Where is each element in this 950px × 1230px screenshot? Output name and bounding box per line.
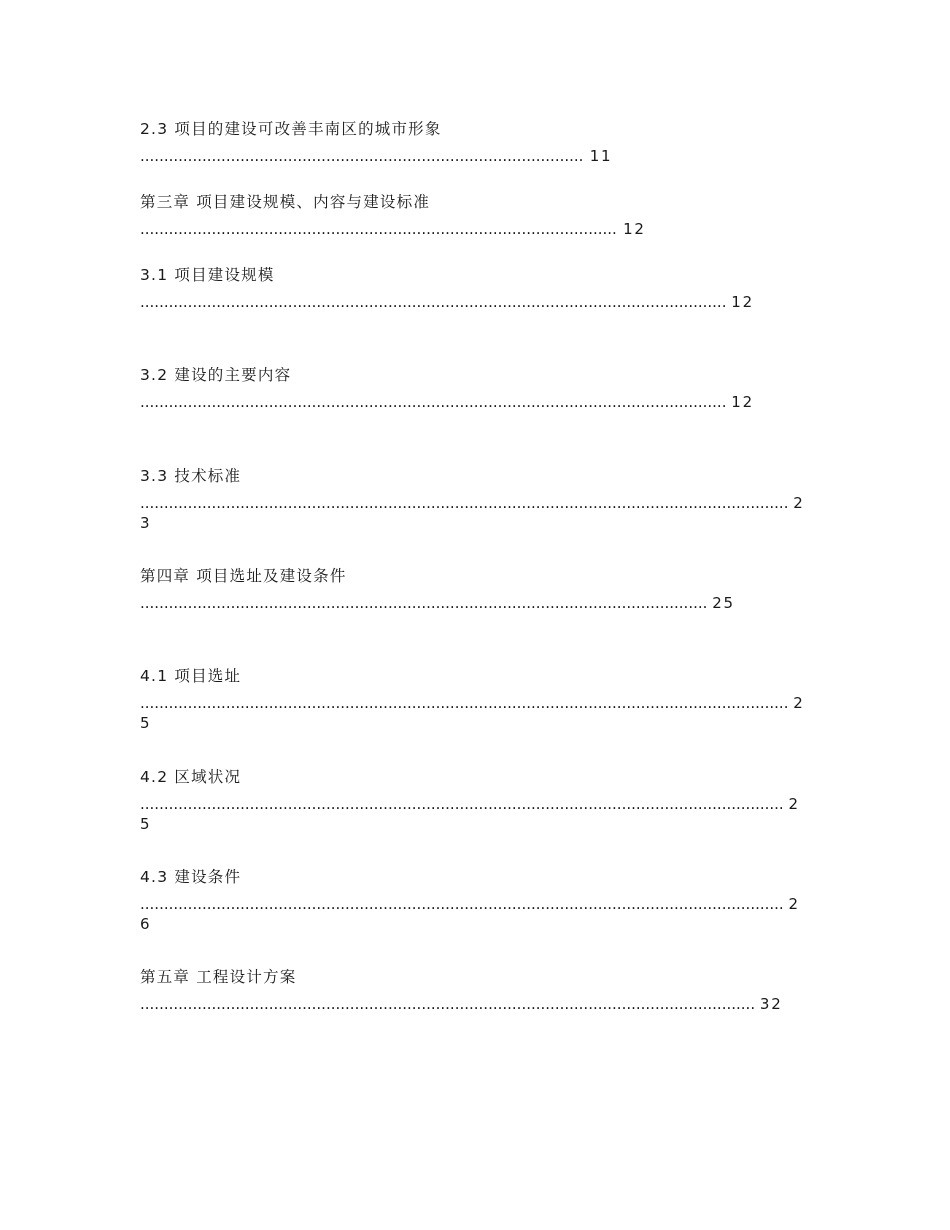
dot-leader: ............................................................................................. [140, 147, 584, 165]
toc-entry-title: 3.2 建设的主要内容 [140, 366, 292, 384]
toc-leader [140, 693, 810, 733]
dot-leader: ........................................................................................................................... [140, 293, 727, 311]
toc-entry[interactable] [140, 192, 810, 239]
toc-entry[interactable] [140, 566, 810, 613]
toc-entry-title: 第五章 工程设计方案 [140, 968, 297, 986]
dot-leader: ........................................................................................................................... [140, 393, 727, 411]
dot-leader: ....................................................................................................................................... [140, 895, 784, 913]
toc-entry[interactable] [140, 466, 810, 533]
toc-page-number: 12 [623, 220, 646, 238]
dot-leader: ....................................................................................................................... [140, 594, 708, 612]
toc-entry[interactable] [140, 767, 810, 834]
toc-leader [140, 146, 810, 166]
toc-page-number: 25 [140, 795, 800, 833]
dot-leader: ....................................................................................................................................... [140, 795, 784, 813]
toc-entry[interactable] [140, 365, 810, 412]
toc-entry-title: 第四章 项目选址及建设条件 [140, 567, 347, 585]
toc-leader [140, 994, 810, 1014]
toc-entry-title: 4.2 区域状况 [140, 768, 242, 786]
toc-leader [140, 219, 810, 239]
toc-page-number: 32 [759, 995, 783, 1013]
toc-page-number: 23 [140, 494, 805, 532]
toc-page-number: 12 [731, 393, 754, 411]
toc-entry[interactable] [140, 867, 810, 934]
toc-entry[interactable] [140, 265, 810, 312]
dot-leader: ........................................................................................................................................ [140, 494, 789, 512]
toc-leader [140, 894, 810, 934]
dot-leader: ................................................................................................................................. [140, 995, 756, 1013]
dot-leader: .................................................................................................... [140, 220, 617, 238]
toc-leader [140, 794, 810, 834]
toc-leader [140, 593, 810, 613]
toc-leader [140, 292, 810, 312]
toc-page-number: 12 [731, 293, 754, 311]
toc-leader [140, 493, 810, 533]
toc-page-number: 11 [589, 147, 613, 165]
toc-page-number: 26 [140, 895, 800, 933]
toc-entry-title: 3.1 项目建设规模 [140, 266, 275, 284]
toc-entry-title: 第三章 项目建设规模、内容与建设标准 [140, 193, 431, 211]
dot-leader: ........................................................................................................................................ [140, 694, 789, 712]
toc-entry-title: 4.1 项目选址 [140, 667, 242, 685]
toc-entry[interactable] [140, 967, 810, 1014]
toc-page-number: 25 [712, 594, 735, 612]
toc-leader [140, 392, 810, 412]
toc-page-number: 25 [140, 694, 805, 732]
toc-entry[interactable] [140, 666, 810, 733]
toc-entry-title: 3.3 技术标准 [140, 467, 242, 485]
toc-entry-title: 2.3 项目的建设可改善丰南区的城市形象 [140, 120, 442, 138]
toc-entry[interactable] [140, 119, 810, 166]
toc-entry-title: 4.3 建设条件 [140, 868, 242, 886]
